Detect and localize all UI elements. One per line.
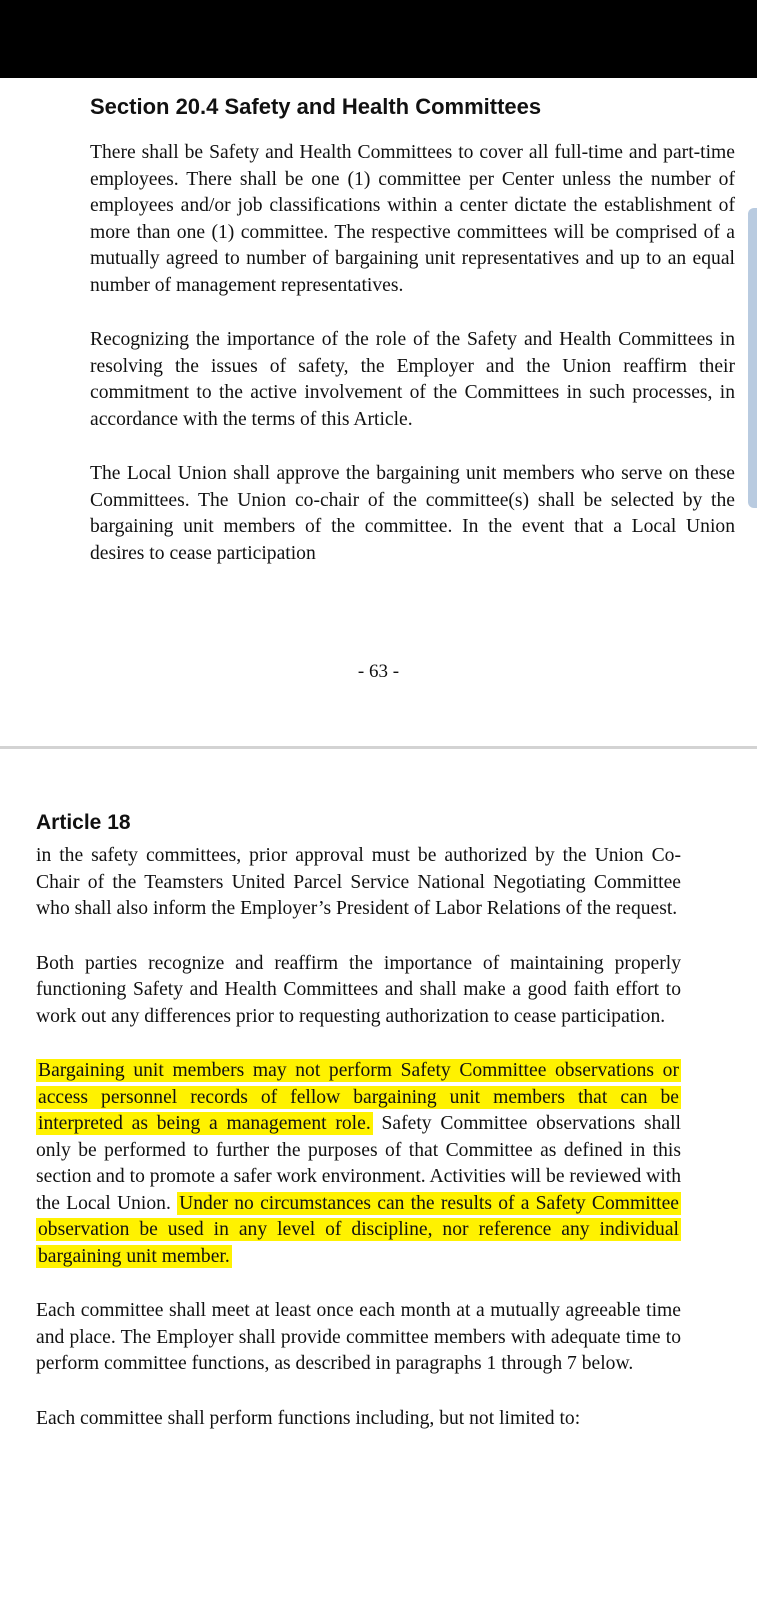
paragraph: Recognizing the importance of the role of the Safety and Health Committees in resolving the issues of safety, the Employer and the Union reaffirm their commitment to the active involvement of the Committees in such processes, in accordance with the terms of this Article. — [90, 329, 735, 430]
highlighted-paragraph — [36, 1058, 681, 1270]
article-heading: Article 18 — [36, 811, 131, 834]
article-body — [36, 843, 681, 1460]
paragraph: Both parties recognize and reaffirm the importance of maintaining properly functioning Safety and Health Committees and shall make a good faith effort to work out any differences prior to requesting authorization to cease participation. — [36, 952, 681, 1027]
paragraph: in the safety committees, prior approval must be authorized by the Union Co-Chair of the Teamsters United Parcel Service National Negotiating Committee who shall also inform the Employer’s President of Labor Relations of the request. — [36, 845, 681, 919]
section-heading: Section 20.4 Safety and Health Committees — [90, 94, 542, 119]
plain-text: Safety Committee observations shall only be performed to further the purposes of that Committee as defined in this section and to promote a safer work environment. Activities will be reviewed with the Local Union. — [36, 1113, 681, 1214]
highlighted-text: Bargaining unit members may not perform Safety Committee observations or access personnel records of fellow bargaining unit members that can be interpreted as being a management role. — [38, 1060, 679, 1134]
top-black-bar — [0, 0, 757, 78]
document-page-63 — [0, 78, 757, 744]
highlighted-text: Under no circumstances can the results of a Safety Committee observation be used in any level of discipline, nor reference any individual bargaining unit member. — [38, 1192, 679, 1267]
page-number: - 63 - — [357, 661, 400, 682]
scrollbar-thumb[interactable] — [748, 208, 757, 508]
paragraph: Each committee shall perform functions including, but not limited to: — [36, 1407, 581, 1429]
paragraph: The Local Union shall approve the bargaining unit members who serve on these Committees. The Union co-chair of the committee(s) shall be selected by the bargaining unit members of the committee. In the event that a Local Union desires to cease participation — [90, 463, 735, 564]
paragraph: Each committee shall meet at least once each month at a mutually agreeable time and place. The Employer shall provide committee members with adequate time to perform committee functions, as described in paragraphs 1 through 7 below. — [36, 1300, 681, 1374]
section-body — [90, 140, 735, 595]
paragraph: There shall be Safety and Health Committees to cover all full-time and part-time employees. There shall be one (1) committee per Center unless the number of employees and/or job classifications within a center dictate the establishment of more than one (1) committee. The respective committees will be comprised of a mutually agreed to number of bargaining unit representatives and up to an equal number of management representatives. — [90, 142, 735, 296]
document-page-64 — [0, 749, 757, 1600]
